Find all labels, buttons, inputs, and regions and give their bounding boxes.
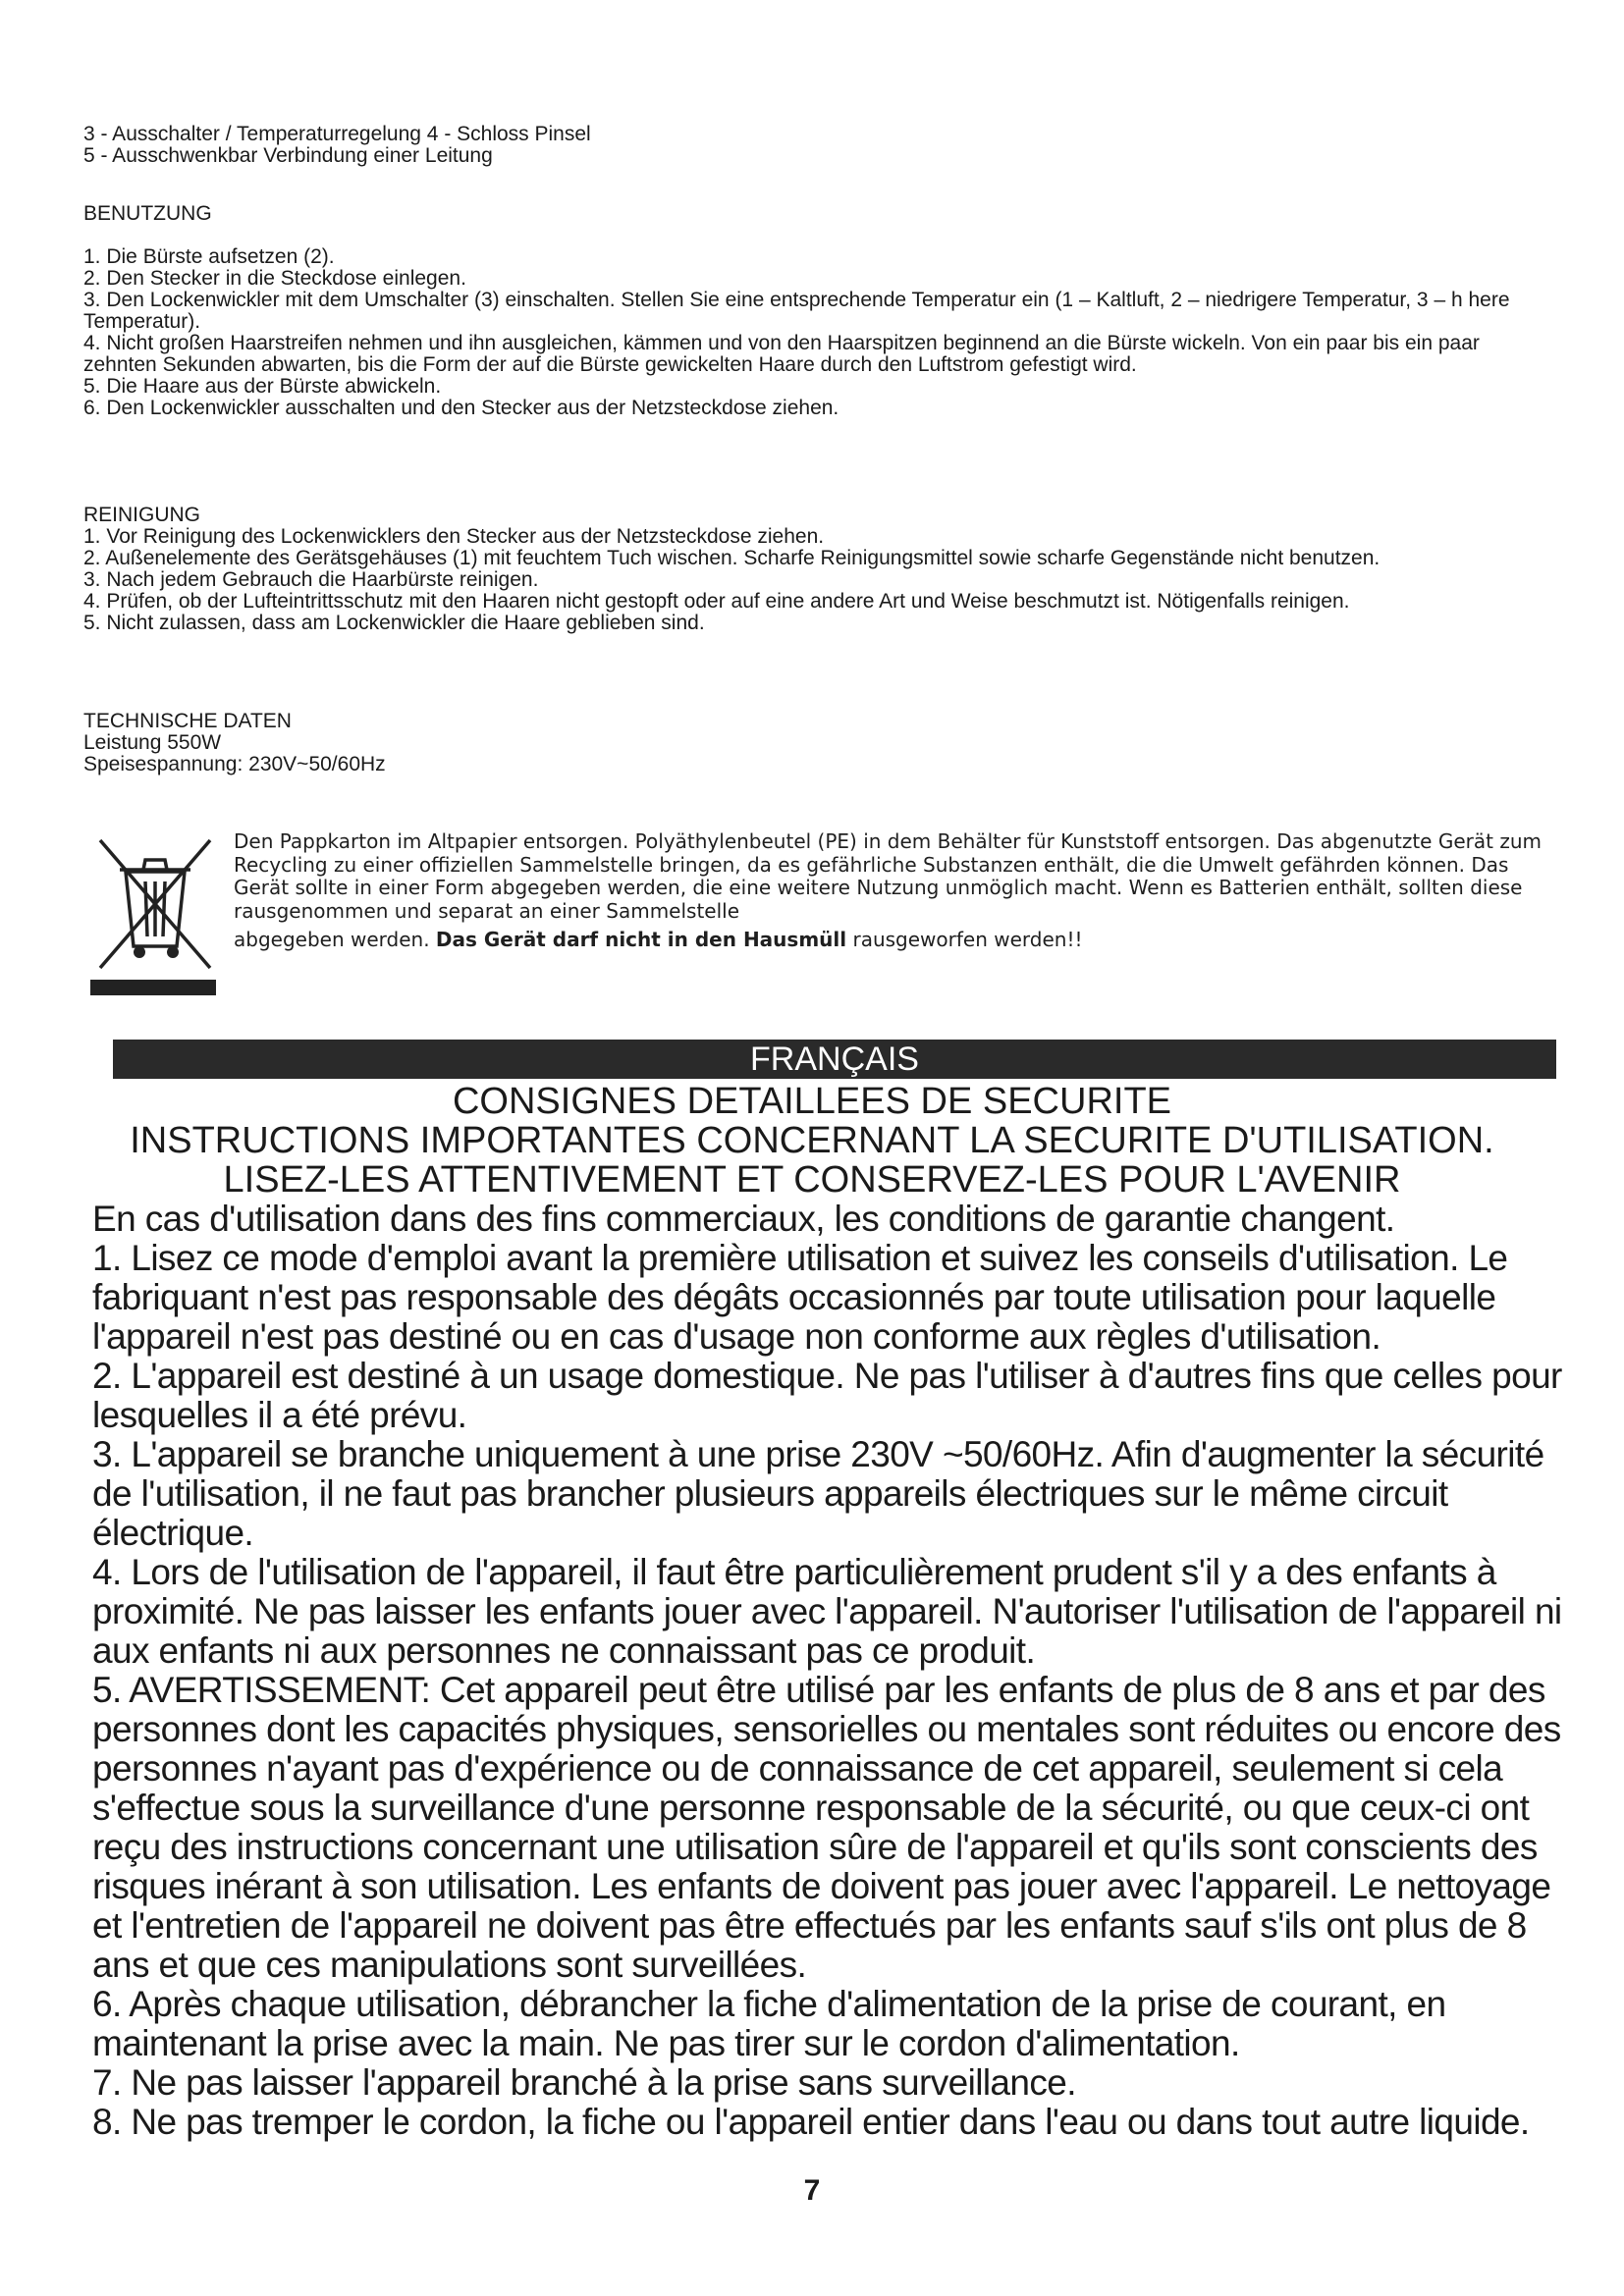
- spec-power: Leistung 550W: [83, 731, 222, 754]
- disposal-notice: [86, 830, 1559, 997]
- usage-step: 1. Die Bürste aufsetzen (2).: [83, 245, 335, 268]
- usage-step: 4. Nicht großen Haarstreifen nehmen und ihn ausgleichen, kämmen und von den Haarspitzen beginnend an die Bürste wickeln. Von ein paar bis ein paar zehnten Sekunden abwarten, bis die Form der auf die Bürste gewickelten Haare durch den Luftstrom gefestigt wird.: [83, 332, 1480, 376]
- disposal-warning: [234, 929, 1559, 952]
- disposal-paragraph: Den Pappkarton im Altpapier entsorgen. Polyäthylenbeutel (PE) in dem Behälter für Kunststoff entsorgen. Das abgenutzte Gerät zum Recycling zu einer offiziellen Sammelstelle bringen, da es gefährliche Substanzen enthält, die die Umwelt gefährden können. Das Gerät sollte in einer Form abgegeben werden, die eine weitere Nutzung unmöglich macht. Wenn es Batterien enthält, sollten diese rausgenommen und separat an einer Sammelstelle: [234, 829, 1542, 923]
- cleaning-section: [83, 505, 1556, 634]
- safety-paragraph: 8. Ne pas tremper le cordon, la fiche ou l'appareil entier dans l'eau ou dans tout autre liquide.: [92, 2102, 1530, 2142]
- language-banner: FRANÇAIS: [113, 1040, 1556, 1079]
- parts-line: 3 - Ausschalter / Temperaturregelung 4 - Schloss Pinsel: [83, 123, 591, 145]
- specs-heading: TECHNISCHE DATEN: [83, 710, 292, 732]
- disposal-warning-bold: Das Gerät darf nicht in den Hausmüll: [435, 928, 847, 951]
- cleaning-step: 5. Nicht zulassen, dass am Lockenwickler die Haare geblieben sind.: [83, 612, 705, 634]
- disposal-warning-end: rausgeworfen werden!!: [846, 928, 1083, 951]
- cleaning-heading: REINIGUNG: [83, 504, 201, 526]
- usage-step: 6. Den Lockenwickler ausschalten und den Stecker aus der Netzsteckdose ziehen.: [83, 397, 839, 419]
- safety-subtitle: LISEZ-LES ATTENTIVEMENT ET CONSERVEZ-LES POUR L'AVENIR: [223, 1159, 1401, 1201]
- disposal-text: [234, 830, 1559, 952]
- specs-section: [83, 711, 1556, 775]
- usage-heading: BENUTZUNG: [83, 202, 212, 225]
- usage-step: 2. Den Stecker in die Steckdose einlegen.: [83, 267, 466, 290]
- parts-list: [83, 124, 1556, 167]
- usage-section: [83, 203, 1556, 419]
- crossed-out-wheelie-bin-icon: [86, 830, 224, 997]
- spec-voltage: Speisespannung: 230V~50/60Hz: [83, 753, 386, 775]
- safety-subtitle: INSTRUCTIONS IMPORTANTES CONCERNANT LA SECURITE D'UTILISATION.: [130, 1120, 1494, 1161]
- safety-paragraph: 7. Ne pas laisser l'appareil branché à la prise sans surveillance.: [92, 2062, 1076, 2103]
- safety-paragraph: 3. L'appareil se branche uniquement à une prise 230V ~50/60Hz. Afin d'augmenter la sécurité de l'utilisation, il ne faut pas brancher plusieurs appareils électriques sur le même circuit électrique.: [92, 1434, 1544, 1553]
- safety-instructions: [92, 1200, 1565, 2142]
- cleaning-step: 2. Außenelemente des Gerätsgehäuses (1) mit feuchtem Tuch wischen. Scharfe Reinigungsmittel sowie scharfe Gegenstände nicht benutzen.: [83, 547, 1380, 569]
- cleaning-step: 1. Vor Reinigung des Lockenwicklers den Stecker aus der Netzsteckdose ziehen.: [83, 525, 825, 548]
- safety-paragraph: En cas d'utilisation dans des fins commerciaux, les conditions de garantie changent.: [92, 1199, 1395, 1239]
- safety-paragraph: 1. Lisez ce mode d'emploi avant la première utilisation et suivez les conseils d'utilisation. Le fabriquant n'est pas responsable des dégâts occasionnés par toute utilisation pour laquelle l'appareil n'est pas destiné ou en cas d'usage non conforme aux règles d'utilisation.: [92, 1238, 1508, 1357]
- safety-title: CONSIGNES DETAILLEES DE SECURITE: [452, 1081, 1172, 1122]
- safety-paragraph: 2. L'appareil est destiné à un usage domestique. Ne pas l'utiliser à d'autres fins que celles pour lesquelles il a été prévu.: [92, 1356, 1562, 1435]
- cleaning-step: 4. Prüfen, ob der Lufteintrittsschutz mit den Haaren nicht gestopft oder auf eine andere Art und Weise beschmutzt ist. Nötigenfalls reinigen.: [83, 590, 1350, 613]
- usage-step: 5. Die Haare aus der Bürste abwickeln.: [83, 375, 442, 398]
- parts-line: 5 - Ausschwenkbar Verbindung einer Leitung: [83, 144, 493, 167]
- safety-paragraph: 6. Après chaque utilisation, débrancher la fiche d'alimentation de la prise de courant, en maintenant la prise avec la main. Ne pas tirer sur le cordon d'alimentation.: [92, 1984, 1446, 2063]
- safety-paragraph: 5. AVERTISSEMENT: Cet appareil peut être utilisé par les enfants de plus de 8 ans et par des personnes dont les capacités physiques, sensorielles ou mentales sont réduites ou encore des personnes n'ayant pas d'expérience ou de connaissance de cet appareil, seulement si cela s'effectue sous la surveillance d'une personne responsable de la sécurité, ou que ceux-ci ont reçu des instructions concernant une utilisation sûre de l'appareil et qu'ils sont conscients des risques inérant à son utilisation. Les enfants de doivent pas jouer avec l'appareil. Le nettoyage et l'entretien de l'appareil ne doivent pas être effectués par les enfants sauf s'ils ont plus de 8 ans et que ces manipulations sont surveillées.: [92, 1670, 1561, 1985]
- safety-paragraph: 4. Lors de l'utilisation de l'appareil, il faut être particulièrement prudent s'il y a des enfants à proximité. Ne pas laisser les enfants jouer avec l'appareil. N'autoriser l'utilisation de l'appareil ni aux enfants ni aux personnes ne connaissant pas ce produit.: [92, 1552, 1562, 1671]
- page-number: 7: [803, 2174, 821, 2207]
- usage-step: 3. Den Lockenwickler mit dem Umschalter (3) einschalten. Stellen Sie eine entsprechende Temperatur ein (1 – Kaltluft, 2 – niedrigere Temperatur, 3 – h here Temperatur).: [83, 289, 1510, 333]
- disposal-warning-start: abgegeben werden.: [234, 928, 436, 951]
- cleaning-step: 3. Nach jedem Gebrauch die Haarbürste reinigen.: [83, 568, 539, 591]
